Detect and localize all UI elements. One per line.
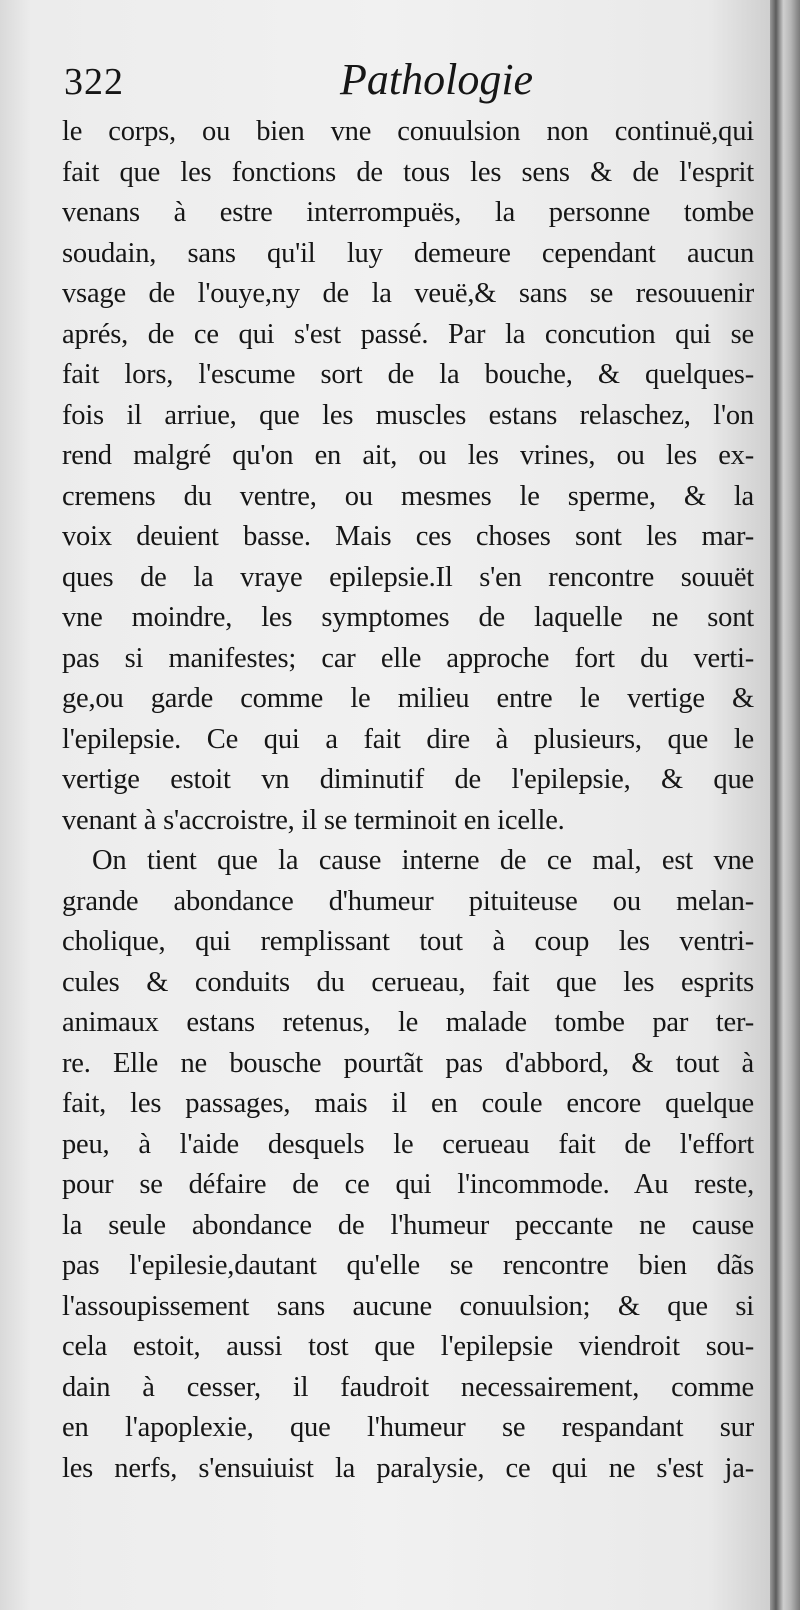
text-line: animaux estans retenus, le malade tombe par ter- xyxy=(62,1007,754,1038)
text-line: cremens du ventre, ou mesmes le sperme, & la xyxy=(62,480,754,512)
text-line: cholique, qui remplissant tout à coup les ventri- xyxy=(62,926,754,957)
text-line: l'assoupissement sans aucune conuulsion; & que si xyxy=(62,1290,754,1322)
page-number: 322 xyxy=(64,61,124,103)
body-text xyxy=(62,112,754,1489)
text-line: cules & conduits du cerueau, fait que les esprits xyxy=(62,966,754,998)
text-line: ge,ou garde comme le milieu entre le vertige & xyxy=(62,683,754,714)
text-line: fait que les fonctions de tous les sens & de l'esprit xyxy=(62,156,754,188)
text-line: fait, les passages, mais il en coule encore quelque xyxy=(62,1088,754,1119)
text-line: vsage de l'ouye,ny de la veuë,& sans se resouuenir xyxy=(62,278,754,309)
text-line: soudain, sans qu'il luy demeure cependant aucun xyxy=(62,237,754,269)
text-line: vertige estoit vn diminutif de l'epilepsie, & que xyxy=(62,764,754,795)
text-line: fois il arriue, que les muscles estans relaschez, l'on xyxy=(62,399,754,431)
running-title: Pathologie xyxy=(340,55,534,104)
page-header xyxy=(64,52,744,112)
text-line: en l'apoplexie, que l'humeur se respandant sur xyxy=(62,1412,754,1443)
page-binding-edge xyxy=(770,0,800,1610)
text-line: l'epilepsie. Ce qui a fait dire à plusieurs, que le xyxy=(62,723,754,755)
text-line: pas si manifestes; car elle approche fort du verti- xyxy=(62,642,754,674)
paragraph-start-line: On tient que la cause interne de ce mal, est vne xyxy=(92,845,754,876)
text-line: les nerfs, s'ensuiuist la paralysie, ce qui ne s'est ja- xyxy=(62,1452,754,1484)
text-line: vne moindre, les symptomes de laquelle ne sont xyxy=(62,602,754,633)
text-line: peu, à l'aide desquels le cerueau fait de l'effort xyxy=(62,1128,754,1160)
text-line: venant à s'accroistre, il se terminoit en icelle. xyxy=(62,804,565,836)
text-line: aprés, de ce qui s'est passé. Par la concution qui se xyxy=(62,318,754,350)
text-line: le corps, ou bien vne conuulsion non continuë,qui xyxy=(62,116,754,147)
text-line: cela estoit, aussi tost que l'epilepsie viendroit sou- xyxy=(62,1331,754,1362)
text-line: re. Elle ne bousche pourtãt pas d'abbord, & tout à xyxy=(62,1047,754,1079)
text-line: dain à cesser, il faudroit necessairement, comme xyxy=(62,1371,754,1403)
text-line: la seule abondance de l'humeur peccante ne cause xyxy=(62,1209,754,1241)
text-line: fait lors, l'escume sort de la bouche, & quelques- xyxy=(62,359,754,390)
text-line: pas l'epilesie,dautant qu'elle se rencontre bien dãs xyxy=(62,1250,754,1281)
text-line: venans à estre interrompuës, la personne tombe xyxy=(62,197,754,228)
text-line: grande abondance d'humeur pituiteuse ou melan- xyxy=(62,885,754,917)
text-line: voix deuient basse. Mais ces choses sont les mar- xyxy=(62,521,754,552)
text-line: ques de la vraye epilepsie.Il s'en rencontre souuët xyxy=(62,561,754,593)
text-line: pour se défaire de ce qui l'incommode. Au reste, xyxy=(62,1169,754,1200)
text-line: rend malgré qu'on en ait, ou les vrines, ou les ex- xyxy=(62,440,754,471)
